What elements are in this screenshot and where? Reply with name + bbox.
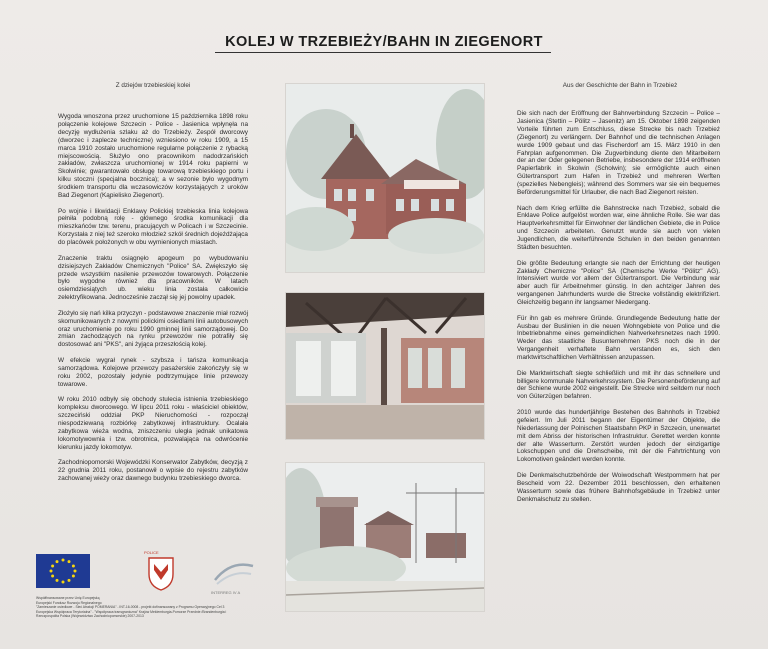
left-paragraph: Znaczenie traktu osiągnęło apogeum po wybudowaniu dzisiejszych Zakładów Chemicznych "Police" SA. Zwiększyło się przede wszystkim nasilenie przewozów towarowych. Połączenie było wygodne również dla pracowników. W latach osiemdziesiątych ub. wieku linia została całkowicie zelektryfikowana. Jednocześnie zaczął się jej powolny upadek.: [58, 254, 248, 302]
right-paragraph: Für ihn gab es mehrere Gründe. Grundlegende Bedeutung hatte der Ausbau der Buslinien in die neuen Wohngebiete von Police und die Inbetriebnahme eines gemeindlichen Nahverkehrsnetzes nach 1990. Weder das staatliche Busunternehmen PKS noch die in der Vergangenheit verhaftete Bahn verstanden es, sich den marktwirtschaftlichen Verhältnissen anzupassen.: [517, 314, 720, 362]
sponsor-logos: [36, 550, 266, 595]
right-paragraph: Die größte Bedeutung erlangte sie nach der Errichtung der heutigen Zakłady Chemiczne "Police" SA (Chemische Werke "Pölitz" AG). Intensiviert wurde vor allem der Gütertransport. Die Verbindung war aber auch für Arbeitnehmer günstig. In den achtziger Jahren des vergangenen Jahrhunderts wurde die Strecke vollständig elektrifiziert. Gleichzeitig begann ihr langsamer Niedergang.: [517, 259, 720, 307]
police-logo-label: POLICE: [144, 550, 159, 555]
right-paragraph: Die Denkmalschutzbehörde der Woiwodschaft Westpommern hat per Bescheid vom 22. Dezember 2011 beschlossen, den erhaltenen Wasserturm sowie das frühere Bahnhofsgebäude in Trzebież unter Denkmalschutz zu stellen.: [517, 471, 720, 503]
interreg-logo-label: INTERREG IV A: [211, 590, 241, 595]
funding-line: Współfinansowane przez Unię Europejską: [36, 596, 100, 600]
left-paragraph: Wygoda wnoszona przez uruchomione 15 października 1898 roku połączenie kolejowe Szczecin - Police - Jasienica wpłynęła na decyzję wydłużenia szlaku aż do Trzebieży. Zespół dworcowy (dworzec i zaplecze techniczne) wzniesiono w roku 1909, a 15 marca 1910 zostało uruchomione regularne połączenie z rybacką miejscowością. Służyło ono pracownikom nadodrzańskich zakładów, zwłaszcza uruchomionej w 1914 roku papierni w Skolwinie; gwarantowało obsługę towarową trzebieskiego portu i kilku stoczni (specjalna bocznica); a w sezonie było wygodnym środkiem transportu dla wczasowiczów korzystających z uroków Bad Ziegenort (Kąpielisko Ziegenort).: [58, 113, 248, 200]
left-paragraph: W efekcie wygrał rynek - szybsza i tańsza komunikacja samorządowa. Kolejowe przewozy pasażerskie zakończyły się w roku 2002, pozostały jedynie podtrzymujące linie przewozy towarowe.: [58, 356, 248, 388]
funding-line: Europejski Fundusz Rozwoju Regionalnego: [36, 600, 102, 605]
funding-line: Europejska Współpraca Terytorialna" - "Współpraca transgraniczna" Krajów Meklemburgia-Pomorze Przednie /Brandenburgia i: [36, 609, 227, 614]
right-column-heading: Aus der Geschichte der Bahn in Trzebież: [562, 82, 678, 89]
funding-line: "Zamieszanie osiedlowe - Sieć Atrakcji POMERANIA" - INT-16-0008 - projekt dofinansowany z Programu Operacyjnego Cel 3: [36, 605, 225, 610]
police-coat-of-arms-icon: [146, 552, 176, 592]
page-title: KOLEJ W TRZEBIEŻY/BAHN IN ZIEGENORT: [225, 34, 543, 50]
right-paragraph: Die sich nach der Eröffnung der Bahnverbindung Szczecin – Police – Jasienica (Stettin – Pölitz – Jasenitz) am 15. Oktober 1898 zeigenden Vorteile führten zum Entschluss, diese Strecke bis nach Trzebież (Ziegenort) zu verlängern. Der Bahnhof und die technischen Anlagen wurde 1909 gebaut und das Fischerdorf am 15. März 1910 in den Fahrplan aufgenommen. Die Zugverbindung diente den Mitarbeitern der an der Oder gelegenen Betriebe, insbesondere der 1914 eröffneten Papierfabrik in Skolwin (Scholwin); sie ermöglichte auch einen Gütertransport zum Hafen in Trzebież und mehreren Werften (spezielles Nebengleis); während des Sommers war sie ein bequemes Beförderungsmittel für Urlauber, die nach Bad Ziegenort reisten.: [517, 110, 720, 197]
title-underline: [215, 52, 551, 53]
polish-text-column: [58, 113, 248, 490]
funding-line: Rzeczpospolita Polska (Województwo Zachodniopomorskie) 2007-2013: [36, 614, 144, 619]
left-paragraph: Złożyło się nań kilka przyczyn - podstawowe znaczenie miał rozwój skomunikowanych z nowymi polickimi osiedlami linii autobusowych oraz uruchomienie po roku 1990 gminnej linii samorządowej. Do zmian zachodzących na rynku przewozów nie potrafiły się dostosować ani "PKS", ani żyjąca przeszłością kolej.: [58, 309, 248, 349]
left-paragraph: Po wojnie i likwidacji Enklawy Polickiej trzebieska linia kolejowa pełniła podobną rolę - głównego środka komunikacji dla mieszkańców tzw. terenu, pracujących w Policach i w Szczecinie. Korzystała z niej też szeroko młodzież szkół średnich dojeżdżająca do placówek położonych w obu wymienionych miastach.: [58, 207, 248, 247]
right-paragraph: Nach dem Krieg erfüllte die Bahnstrecke nach Trzebież, sobald die Enklave Police aufgelöst worden war, eine ähnliche Rolle. Sie war das Hauptverkehrsmittel für Einwohner der ländlichen Gebiete, die in Police und Szczecin arbeiteten. Genutzt wurde sie auch von vielen Jugendlichen, die weiterführende Schulen in den beiden genannten Städten besuchten.: [517, 204, 720, 252]
right-paragraph: Die Marktwirtschaft siegte schließlich und mit ihr das schnellere und billigere kommunale Nahverkehrssystem. Die Personenbeförderung auf der Schiene wurde 2002 eingestellt. Die Strecke wird seitdem nur noch von Güterzügen befahren.: [517, 369, 720, 401]
funding-notice: [36, 596, 264, 619]
engine-shed-photo: [285, 292, 485, 440]
left-column-heading: Z dziejów trzebieskiej kolei: [115, 82, 191, 89]
water-tower-photo: [285, 462, 485, 612]
left-paragraph: Zachodniopomorski Wojewódzki Konserwator Zabytków, decyzją z 22 grudnia 2011 roku, postanowił o wpisie do rejestru zabytków zachowanej wieży oraz dawnego budynku trzebieskiego dworca.: [58, 459, 248, 482]
german-text-column: [517, 110, 720, 511]
right-paragraph: 2010 wurde das hundertjährige Bestehen des Bahnhofs in Trzebież gefeiert. Im Juli 2011 begann der Eigentümer der Objekte, die Niederlassung der Polnischen Staatsbahn PKP in Szczecin, unerwartet mit dem Abriss der historischen Infrastruktur. Gerettet werden konnte der alte Wasserturm. Zerstört wurden jedoch der einzigartige Lokschuppen und die Drehscheibe, mit der die Fahrtrichtung von Lokomotiven geändert werden konnte.: [517, 408, 720, 464]
station-building-photo: [285, 83, 485, 273]
eu-flag-icon: [36, 554, 90, 588]
interreg-logo-icon: [211, 558, 257, 588]
left-paragraph: W roku 2010 odbyły się obchody stulecia istnienia trzebieskiego kompleksu dworcowego. W lipcu 2011 roku - właściciel obiektów, szczeciński oddział PKP Nieruchomości - rozpoczął niespodziewaną rozbiórkę zabytkowej infrastruktury. Ocalała zabytkowa wieża wodna, zniszczeniu uległa jednak unikatowa lokomotywownia i tzw. obrotnica, pozwalająca na odwrócenie kierunku jazdy lokomotyw.: [58, 396, 248, 451]
